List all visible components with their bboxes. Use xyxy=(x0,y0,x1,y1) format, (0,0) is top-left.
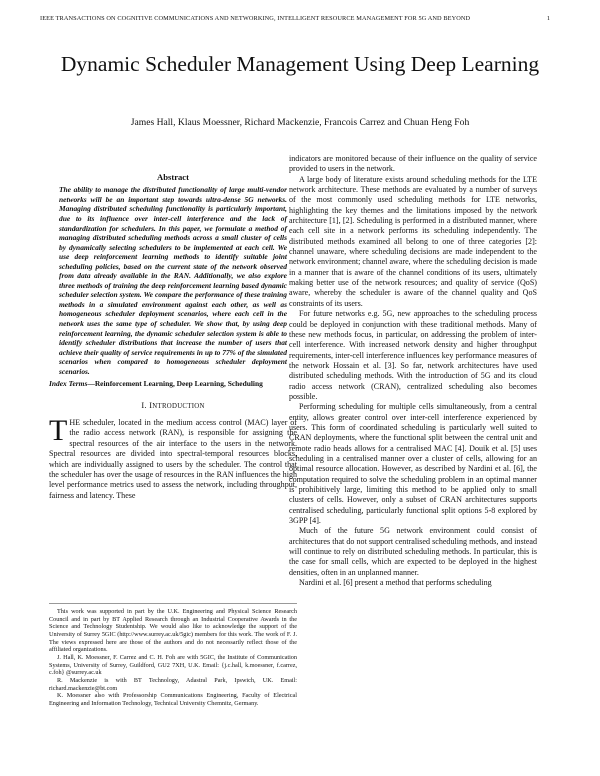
section-title-first: I xyxy=(149,400,153,410)
footnote: R. Mackenzie is with BT Technology, Adastral Park, Ipswich, UK. Email: richard.mackenzie@bt.com xyxy=(49,676,297,692)
body-paragraph: For future networks e.g. 5G, new approaches to the scheduling process could be deployed in conjunction with these traditional methods. Many of these new methods focus, in particular, on addressing the problem of inter-cell interference. With increased network density and higher throughput requirements, inter-cell interference influences key performance measures of the network Hossain et al. [3]. So far, network architectures have used distributed scheduling methods. With the introduction of 5G and its cloud radio access network (CRAN), centralized scheduling also becomes possible. xyxy=(289,309,537,401)
section-heading-intro xyxy=(49,401,297,412)
right-column xyxy=(289,154,537,588)
body-paragraph: Much of the future 5G network environment could consist of architectures that do not support centralised scheduling methods, and instead will continue to rely on distributed scheduling methods. In particular, this is the case for small cells, which are expected to be deployed in the highest densities, often in an unplanned manner. xyxy=(289,526,537,577)
intro-paragraph-1 xyxy=(49,414,297,501)
body-paragraph: indicators are monitored because of their influence on the quality of service provided to users in the network. xyxy=(289,154,537,174)
body-paragraph: Nardini et al. [6] present a method that performs scheduling xyxy=(299,578,492,588)
running-title: IEEE TRANSACTIONS ON COGNITIVE COMMUNICATIONS AND NETWORKING, INTELLIGENT RESOURCE MANAGEMENT FOR 5G AND BEYOND xyxy=(40,15,471,22)
index-terms xyxy=(49,379,297,389)
body-paragraph: Performing scheduling for multiple cells simultaneously, from a central entity, allows greater control over inter-cell interference experienced by users. This form of coordinated scheduling is particularly well suited to CRAN deployments, where the functional split between the central unit and remote radio heads allows for a centralised MAC [4]. Douik et al. [5] uses scheduling in a centralised manner over a cluster of cells, allowing for an optimal resource allocation. However, as described by Nardini et al. [6], the computation required to solve the scheduling problem in an optimal manner is prohibitively large, limiting this method to be applied only to small clusters of cells. However, only a subset of CRAN architectures supports centralised scheduling, particularly functional split options 5-8 explored by 3GPP [4]. xyxy=(289,402,537,526)
footnote: This work was supported in part by the U.K. Engineering and Physical Science Research Council and in part by BT Applied Research through an Industrial Cooperative Awards in the Science and Technology Studentship. We would also like to acknowledge the support of the University of Surrey 5GIC (http://www.surrey.ac.uk/5gic) members for this work. The work of F. J. The views expressed here are those of the authors and do not necessarily reflect those of the affiliated organizations. xyxy=(49,608,297,654)
paper-title: Dynamic Scheduler Management Using Deep Learning xyxy=(60,52,540,76)
drop-cap: T xyxy=(49,414,68,448)
abstract-heading: Abstract xyxy=(157,172,189,182)
section-number: I. xyxy=(141,400,147,410)
footnote: K. Moessner also with Professorship Communications Engineering, Faculty of Electrical Engineering and Information Technology, Technical University Chemnitz, Germany. xyxy=(49,692,297,707)
index-terms-text: —Reinforcement Learning, Deep Learning, Scheduling xyxy=(87,379,263,389)
running-header xyxy=(40,15,560,22)
abstract-text: The ability to manage the distributed functionality of large multi-vendor networks will be an important step towards ultra-dense 5G networks. Managing distributed scheduling functionality is particularly important, due to its influence over inter-cell interference and the lack of standardization for schedulers. In this paper, we formulate a method of managing distributed scheduling methods across a small cluster of cells by dynamically selecting schedulers to be implemented at each cell. We use deep reinforcement learning methods to identify suitable joint scheduling policies, based on the current state of the network observed from data already available in the RAN. Additionally, we also explore three methods of training the deep reinforcement learning based dynamic scheduler selection system. We compare the performance of these training methods in a simulated environment against each other, as well as homogeneous scheduler deployment scenarios, where each cell in the network uses the same type of scheduler. We show that, by using deep reinforcement learning, the dynamic scheduler selection system is able to identify scheduler distributions that increase the number of users that achieve their quality of service requirements in up to 77% of the simulated scenarios when compared to homogeneous scheduler deployment scenarios. xyxy=(59,185,287,376)
left-column xyxy=(49,172,297,501)
page-number: 1 xyxy=(546,15,550,22)
footnote: J. Hall, K. Moessner, F. Carrez and C. H. Foh are with 5GIC, the Institute of Communication Systems, University of Surrey, Guildford, GU2 7XH, U.K. Email: {j.c.hall, k.moessner, f.carrez, c.foh} @surrey.ac.uk xyxy=(49,653,297,677)
footnotes xyxy=(49,603,297,708)
paper-authors: James Hall, Klaus Moessner, Richard Mackenzie, Francois Carrez and Chuan Heng Foh xyxy=(130,117,470,128)
index-terms-label: Index Terms xyxy=(49,379,88,389)
body-paragraph: A large body of literature exists around scheduling methods for the LTE network architecture. These methods are evaluated by a number of surveys of the most commonly used scheduling methods for LTE networks, highlighting the key themes and the limitations imposed by the network architecture [1], [2]. Scheduling is performed in a distributed manner, where each cell site in a network performs its scheduling independently. The distributed methods examined all belong to one of three categories [2]: channel unaware, where scheduling decisions are made independent to the network environment; channel aware, where the scheduling decision is made in a manner that is aware of the channel conditions of its users, ultimately making better use of the network resources; and quality of service (QoS) aware, whereby the scheduler is aware of the channel quality and QoS constraints of its users. xyxy=(289,174,537,308)
intro-paragraph-1-text: HE scheduler, located in the medium access control (MAC) layer of the radio access network (RAN), is responsible for assigning the spectral resources of the air interface to the users in the network. Spectral resources are divided into spectral-temporal resources blocks, which are individually assigned to users by the scheduler. The control that the scheduler has over the usage of resources in the RAN influences the high level performance metrics used to assess the network, including throughput, fairness and latency. These xyxy=(49,418,297,500)
section-title-rest: NTRODUCTION xyxy=(152,402,205,410)
